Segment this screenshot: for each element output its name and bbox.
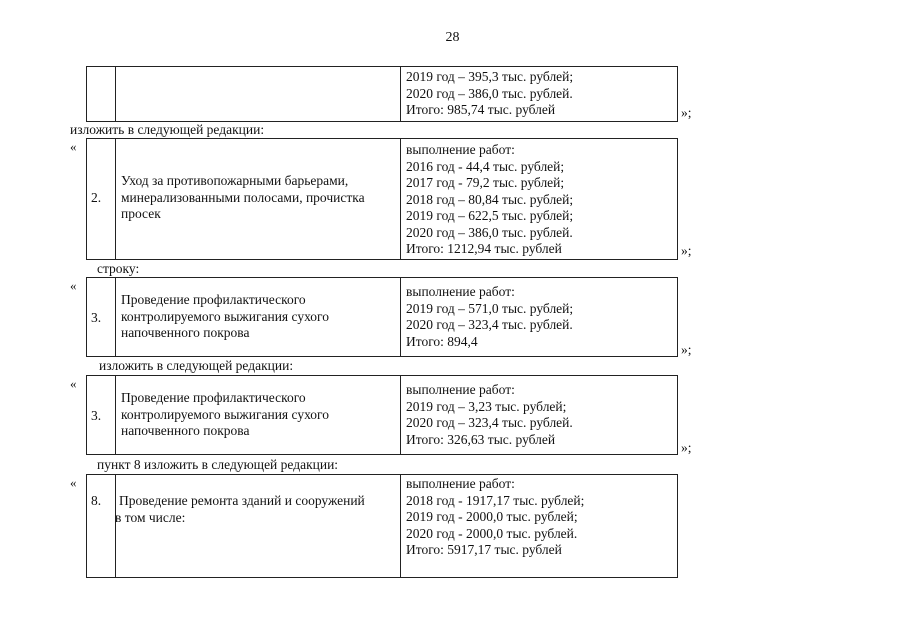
continuation-value-cell: [406, 69, 573, 119]
name-line: контролируемого выжигания сухого: [121, 406, 330, 422]
table-continuation: [86, 66, 678, 122]
row-number: 3.: [91, 408, 102, 423]
table-row-3-new: [86, 375, 678, 455]
row-name-cell: [121, 173, 365, 223]
closing-quote: »;: [681, 105, 692, 120]
name-line: контролируемого выжигания сухого: [121, 308, 330, 324]
instruction-text: изложить в следующей редакции:: [70, 122, 265, 137]
value-line: 2020 год – 386,0 тыс. рублей.: [406, 85, 573, 101]
value-line: 2020 год – 323,4 тыс. рублей.: [406, 415, 573, 430]
name-line: в том числе:: [115, 509, 186, 525]
name-line: Проведение профилактического: [121, 292, 306, 307]
value-line: 2020 год – 323,4 тыс. рублей.: [406, 317, 573, 332]
row-name-cell: [121, 292, 329, 342]
opening-quote: «: [70, 278, 77, 293]
value-line: Итого: 326,63 тыс. рублей: [406, 431, 556, 447]
row-number: 3.: [91, 310, 102, 325]
value-line: Итого: 985,74 тыс. рублей: [406, 102, 556, 117]
row-name-cell: [115, 493, 365, 526]
value-line: 2020 год - 2000,0 тыс. рублей.: [406, 525, 578, 541]
name-line: минерализованными полосами, прочистка: [121, 189, 365, 205]
closing-quote: »;: [681, 243, 692, 258]
value-line: 2018 год - 1917,17 тыс. рублей;: [406, 492, 585, 508]
closing-quote: »;: [681, 342, 692, 357]
table-row-2: [86, 138, 678, 260]
name-line: Проведение профилактического: [121, 390, 306, 405]
value-line: 2020 год – 386,0 тыс. рублей.: [406, 224, 573, 240]
value-line: Итого: 894,4: [406, 333, 478, 349]
value-line: выполнение работ:: [406, 142, 515, 157]
name-line: напочвенного покрова: [121, 423, 250, 438]
value-line: выполнение работ:: [406, 284, 515, 299]
value-line: 2019 год – 3,23 тыс. рублей;: [406, 398, 567, 414]
value-line: выполнение работ:: [406, 476, 515, 491]
value-line: 2019 год – 395,3 тыс. рублей;: [406, 69, 574, 84]
row-value-cell: [406, 476, 584, 559]
row-value-cell: [406, 142, 573, 258]
instruction-text: пункт 8 изложить в следующей редакции:: [97, 457, 339, 472]
table-row-3-old: [86, 277, 678, 357]
name-line: просек: [121, 206, 161, 221]
name-line: Уход за противопожарными барьерами,: [121, 173, 349, 188]
value-line: 2019 год – 571,0 тыс. рублей;: [406, 300, 574, 316]
row-name-cell: [121, 390, 329, 440]
value-line: Итого: 5917,17 тыс. рублей: [406, 542, 562, 557]
value-line: выполнение работ:: [406, 382, 515, 397]
name-line: напочвенного покрова: [121, 325, 250, 340]
row-value-cell: [406, 382, 573, 448]
instruction-text: строку:: [97, 261, 140, 276]
value-line: Итого: 1212,94 тыс. рублей: [406, 241, 562, 256]
row-number: 2.: [91, 190, 102, 205]
row-value-cell: [406, 284, 573, 350]
opening-quote: «: [70, 139, 77, 154]
value-line: 2019 год – 622,5 тыс. рублей;: [406, 208, 574, 223]
value-line: 2016 год - 44,4 тыс. рублей;: [406, 158, 565, 174]
instruction-text: изложить в следующей редакции:: [99, 358, 294, 373]
row-number: 8.: [91, 493, 102, 508]
table-row-8: [86, 474, 678, 578]
opening-quote: «: [70, 475, 77, 490]
value-line: 2017 год - 79,2 тыс. рублей;: [406, 175, 565, 190]
closing-quote: »;: [681, 440, 692, 455]
value-line: 2019 год - 2000,0 тыс. рублей;: [406, 509, 578, 524]
opening-quote: «: [70, 376, 77, 391]
name-line: Проведение ремонта зданий и сооружений: [119, 493, 365, 508]
value-line: 2018 год – 80,84 тыс. рублей;: [406, 191, 574, 207]
page-number: 28: [445, 30, 460, 45]
